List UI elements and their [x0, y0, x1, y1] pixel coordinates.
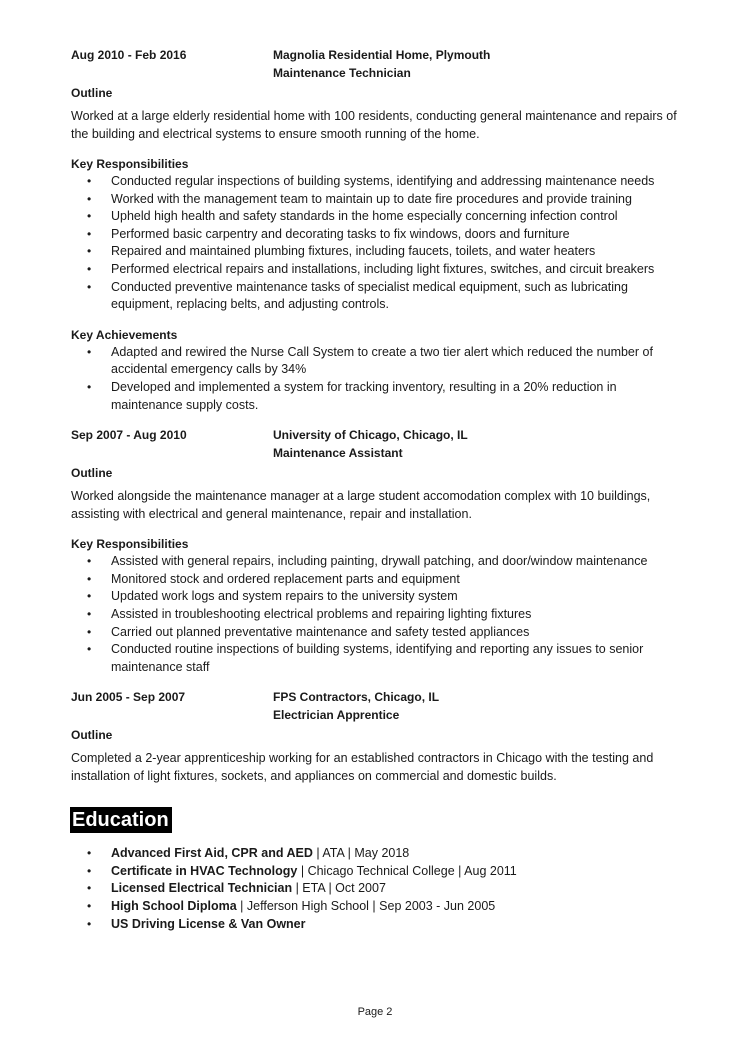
bullet-icon: •: [87, 279, 92, 294]
responsibilities-heading: Key Responsibilities: [71, 537, 189, 552]
responsibility-item-text: Monitored stock and ordered replacement parts and equipment: [111, 571, 460, 586]
work-history: [71, 46, 683, 785]
education-qualification: High School Diploma: [111, 899, 237, 914]
job-title: Maintenance Assistant: [273, 446, 403, 461]
responsibility-item: [71, 226, 683, 244]
outline-heading: Outline: [71, 86, 113, 100]
responsibility-item: [71, 173, 683, 191]
bullet-icon: •: [87, 589, 92, 604]
job-header: [71, 426, 683, 462]
education-qualification: Certificate in HVAC Technology: [111, 863, 298, 878]
education-item: [71, 863, 683, 881]
education-qualification: US Driving License & Van Owner: [111, 916, 306, 931]
education-qualification: Advanced First Aid, CPR and AED: [111, 846, 313, 861]
responsibility-item: [71, 243, 683, 261]
bullet-icon: •: [87, 846, 92, 861]
responsibility-item: [71, 191, 683, 209]
bullet-icon: •: [87, 261, 92, 276]
education-item: [71, 898, 683, 916]
job-title: Electrician Apprentice: [273, 708, 400, 723]
bullet-icon: •: [87, 881, 92, 896]
responsibility-item: [71, 641, 683, 676]
responsibility-item-list: [71, 553, 683, 676]
outline-text: Worked at a large elderly residential home with 100 residents, conducting general maintenance and repairs of the building and electrical systems to ensure smooth running of the home.: [71, 109, 677, 141]
responsibility-item-text: Assisted in troubleshooting electrical problems and repairing lighting fixtures: [111, 606, 532, 621]
outline-heading: Outline: [71, 466, 113, 481]
achievement-item: [71, 379, 683, 414]
responsibility-item-text: Repaired and maintained plumbing fixtures, including faucets, toilets, and water heaters: [111, 244, 596, 259]
education-section: [71, 797, 683, 933]
responsibility-item: [71, 588, 683, 606]
achievement-item-text: Adapted and rewired the Nurse Call System to create a two tier alert which reduced the number of accidental emergency calls by 34%: [111, 344, 653, 377]
bullet-icon: •: [87, 209, 92, 224]
education-list: [71, 845, 683, 933]
education-detail: | ETA | Oct 2007: [292, 881, 386, 896]
responsibility-item-text: Updated work logs and system repairs to the university system: [111, 589, 458, 604]
bullet-icon: •: [87, 899, 92, 914]
job-entry: [71, 426, 683, 676]
education-detail: | Jefferson High School | Sep 2003 - Jun 2005: [236, 899, 496, 914]
achievement-item: [71, 344, 683, 379]
job-entry: [71, 688, 683, 785]
responsibilities-heading: Key Responsibilities: [71, 157, 189, 171]
education-qualification: Licensed Electrical Technician: [111, 881, 293, 896]
responsibility-item-text: Performed electrical repairs and installations, including light fixtures, switches, and circuit breakers: [111, 261, 655, 276]
job-dates: Sep 2007 - Aug 2010: [71, 428, 187, 443]
responsibility-item: [71, 279, 683, 314]
responsibility-item-text: Conducted regular inspections of building systems, identifying and addressing maintenance needs: [111, 174, 655, 188]
bullet-icon: •: [87, 916, 92, 931]
job-employer-block: [273, 46, 683, 82]
responsibility-item: [71, 624, 683, 642]
achievements-heading: Key Achievements: [71, 327, 178, 342]
bullet-icon: •: [87, 379, 92, 394]
bullet-icon: •: [87, 344, 92, 359]
job-employer: FPS Contractors, Chicago, IL: [273, 690, 440, 705]
bullet-icon: •: [87, 863, 92, 878]
responsibility-item-text: Conducted preventive maintenance tasks of specialist medical equipment, such as lubricating equipment, replacing belts, and adjusting controls.: [111, 279, 628, 312]
job-entry: [71, 46, 683, 414]
bullet-icon: •: [87, 624, 92, 639]
education-detail: | Chicago Technical College | Aug 2011: [297, 863, 517, 878]
responsibility-item-text: Assisted with general repairs, including painting, drywall patching, and door/window maintenance: [111, 554, 648, 569]
page-number: Page 2: [357, 1006, 393, 1018]
job-header: [71, 46, 683, 82]
bullet-icon: •: [87, 244, 92, 259]
job-employer-block: [273, 426, 683, 462]
outline-text: Completed a 2-year apprenticeship working for an established contractors in Chicago with the testing and installation of light fixtures, sockets, and appliances on commercial and domestic builds.: [71, 751, 654, 784]
job-employer-block: [273, 688, 683, 724]
job-header: [71, 688, 683, 724]
job-dates: Jun 2005 - Sep 2007: [71, 690, 186, 705]
responsibility-item-text: Worked with the management team to maintain up to date fire procedures and provide training: [111, 191, 632, 206]
achievement-item-list: [71, 344, 683, 414]
job-dates: Aug 2010 - Feb 2016: [71, 48, 187, 62]
education-item: [71, 880, 683, 898]
responsibility-item: [71, 208, 683, 226]
responsibility-item-list: [71, 173, 683, 314]
responsibility-item-text: Upheld high health and safety standards in the home especially concerning infection control: [111, 209, 618, 224]
achievement-item-text: Developed and implemented a system for tracking inventory, resulting in a 20% reduction in maintenance supply costs.: [111, 379, 617, 412]
resume-page: [71, 46, 683, 945]
responsibility-item-text: Conducted routine inspections of building systems, identifying and reporting any issues to senior maintenance staff: [111, 642, 644, 674]
bullet-icon: •: [87, 226, 92, 241]
outline-text: Worked alongside the maintenance manager at a large student accomodation complex with 10 buildings, assisting with electrical and general maintenance, repair and installation.: [71, 489, 651, 522]
bullet-icon: •: [87, 571, 92, 586]
education-item: [71, 916, 683, 934]
responsibility-item: [71, 261, 683, 279]
job-title: Maintenance Technician: [273, 66, 411, 80]
bullet-icon: •: [87, 191, 92, 206]
responsibility-item: [71, 606, 683, 624]
education-detail: | ATA | May 2018: [312, 846, 410, 861]
job-employer: Magnolia Residential Home, Plymouth: [273, 48, 491, 62]
education-item: [71, 845, 683, 863]
responsibility-item-text: Carried out planned preventative maintenance and safety tested appliances: [111, 624, 530, 639]
responsibility-item-text: Performed basic carpentry and decorating tasks to fix windows, doors and furniture: [111, 226, 570, 241]
responsibility-item: [71, 553, 683, 571]
bullet-icon: •: [87, 606, 92, 621]
education-heading: Education: [70, 807, 172, 833]
bullet-icon: •: [87, 554, 92, 569]
bullet-icon: •: [87, 174, 92, 188]
job-employer: University of Chicago, Chicago, IL: [273, 428, 468, 443]
responsibility-item: [71, 571, 683, 589]
bullet-icon: •: [87, 642, 92, 657]
outline-heading: Outline: [71, 728, 113, 743]
